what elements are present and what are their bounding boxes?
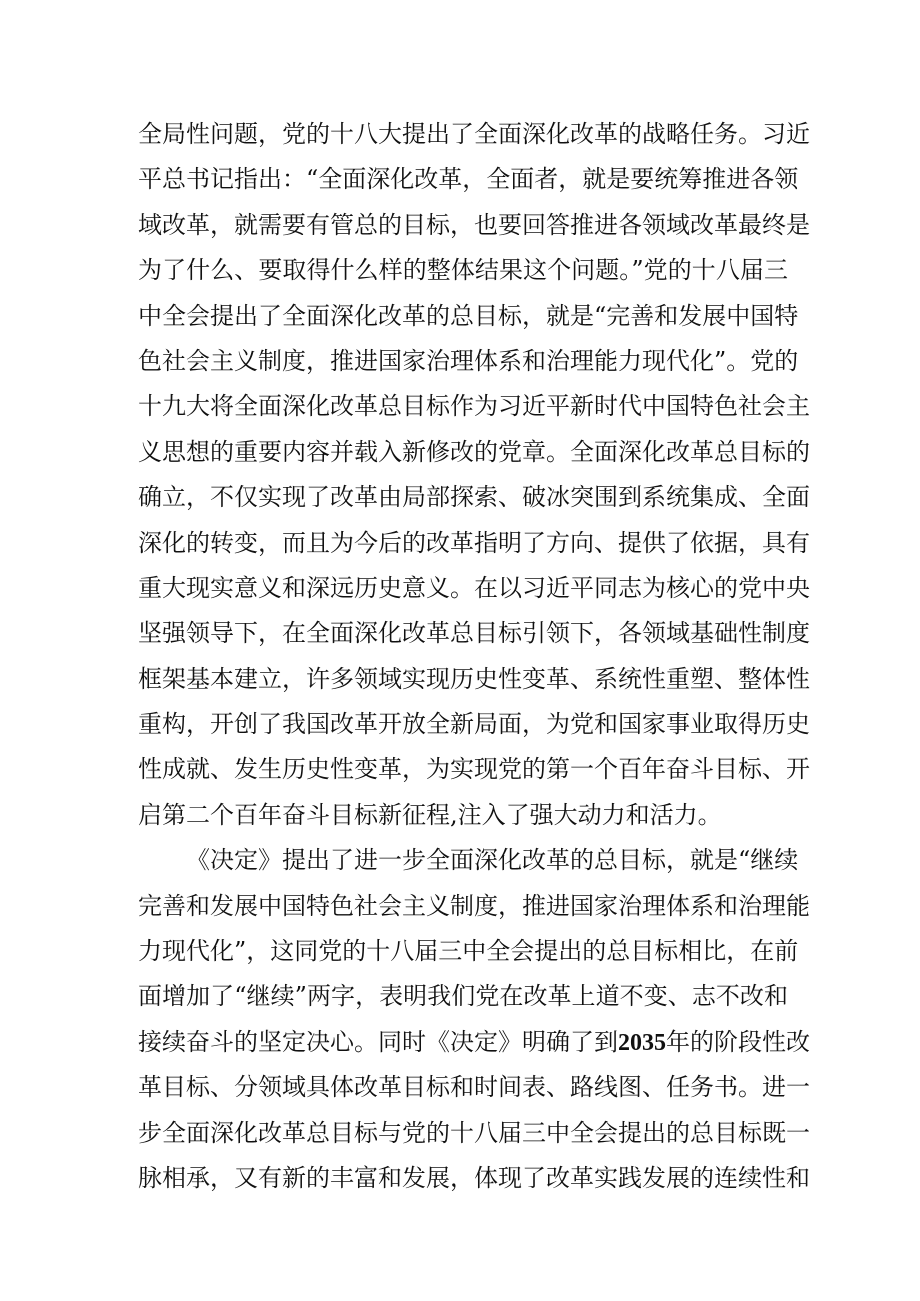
paragraph-1 xyxy=(138,112,810,838)
text-line: 十九大将全面深化改革总目标作为习近平新时代中国特色社会主 xyxy=(138,392,810,421)
text-line: 确立，不仅实现了改革由局部探索、破冰突围到系统集成、全面 xyxy=(138,483,810,512)
text-line: 重大现实意义和深远历史意义。在以习近平同志为核心的党中央 xyxy=(138,573,810,602)
text-line: 面增加了“继续”两字，表明我们党在改革上道不变、志不改和 xyxy=(138,982,788,1011)
text-line: 坚强领导下，在全面深化改革总目标引领下，各领域基础性制度 xyxy=(138,619,810,648)
text-line: 革目标、分领域具体改革目标和时间表、路线图、任务书。进一 xyxy=(138,1073,810,1102)
text-line: 深化的转变，而且为今后的改革指明了方向、提供了依据，具有 xyxy=(138,528,810,557)
year-number: 2035 xyxy=(618,1029,666,1056)
text-line: 中全会提出了全面深化改革的总目标，就是“完善和发展中国特 xyxy=(138,301,799,330)
text-line: 完善和发展中国特色社会主义制度，推进国家治理体系和治理能 xyxy=(138,891,810,920)
paragraph-2 xyxy=(138,838,810,1201)
text-segment: 接续奋斗的坚定决心。同时《决定》明确了到 xyxy=(138,1027,618,1056)
text-line: 启第二个百年奋斗目标新征程,注入了强大动力和活力。 xyxy=(138,800,722,829)
text-line: 平总书记指出：“全面深化改革，全面者，就是要统筹推进各领 xyxy=(138,165,799,194)
text-line: 全局性问题，党的十八大提出了全面深化改革的战略任务。习近 xyxy=(138,120,810,148)
text-segment: 年的阶段性改 xyxy=(666,1027,810,1056)
text-line-with-year xyxy=(138,1020,810,1065)
text-line: 重构，开创了我国改革开放全新局面，为党和国家事业取得历史 xyxy=(138,710,810,739)
text-line: 力现代化”，这同党的十八届三中全会提出的总目标相比，在前 xyxy=(138,937,799,966)
text-line: 为了什么、要取得什么样的整体结果这个问题。”党的十八届三 xyxy=(138,256,788,285)
text-line: 框架基本建立，许多领域实现历史性变革、系统性重塑、整体性 xyxy=(138,664,810,693)
text-line: 步全面深化改革总目标与党的十八届三中全会提出的总目标既一 xyxy=(138,1118,810,1147)
document-body xyxy=(138,112,810,1201)
text-line: 脉相承，又有新的丰富和发展，体现了改革实践发展的连续性和 xyxy=(138,1163,810,1192)
text-line: 域改革，就需要有管总的目标，也要回答推进各领域改革最终是 xyxy=(138,210,810,239)
text-line: 《决定》提出了进一步全面深化改革的总目标，就是“继续 xyxy=(186,846,799,875)
text-line: 义思想的重要内容并载入新修改的党章。全面深化改革总目标的 xyxy=(138,437,810,466)
text-line: 色社会主义制度，推进国家治理体系和治理能力现代化”。党的 xyxy=(138,346,799,375)
text-line: 性成就、发生历史性变革，为实现党的第一个百年奋斗目标、开 xyxy=(138,755,810,784)
